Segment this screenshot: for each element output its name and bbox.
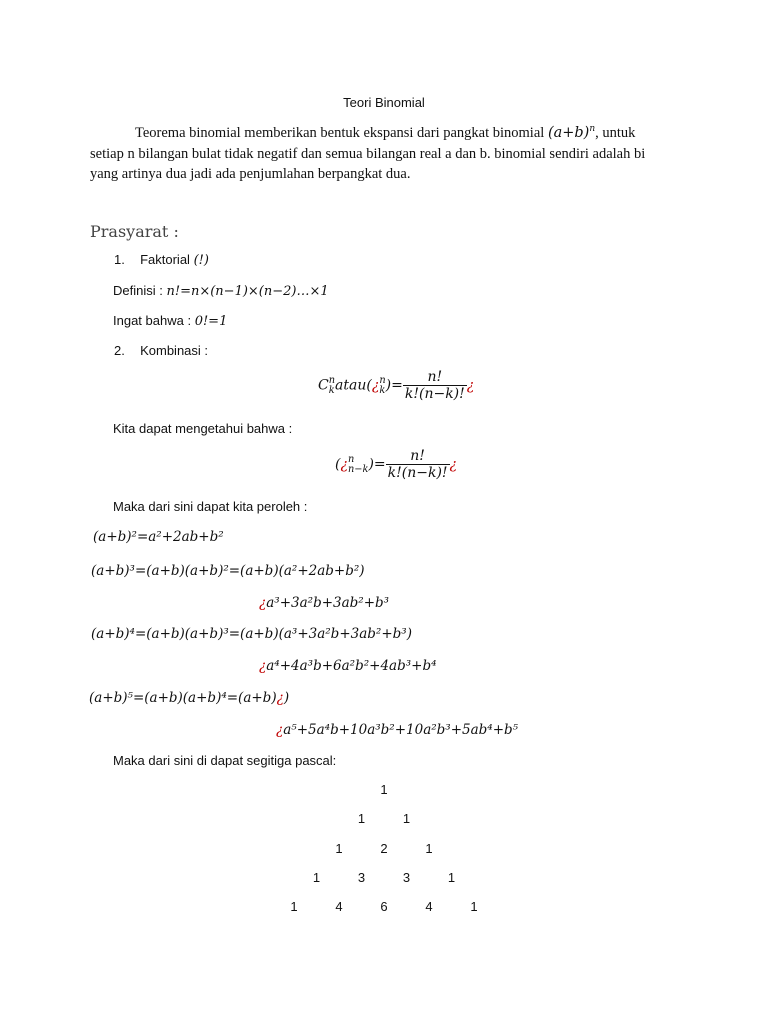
pascal-cell: 1: [312, 870, 321, 885]
pascal-cell: 2: [380, 841, 388, 856]
pascal-cell: 1: [335, 841, 343, 856]
intro-line-3: yang artinya dua jadi ada penjumlahan berpangkat dua.: [90, 166, 411, 182]
pascal-cell: 1: [402, 811, 411, 826]
kombinasi-formula: C n k atau(¿ n k )= $\frac{n!}{k!(n-k)!}$ ¿: [318, 369, 475, 402]
pascal-cell: 4: [425, 899, 433, 914]
list-item-kombinasi: [114, 343, 208, 358]
definisi-formula: n!=n×(n−1)×(n−2)…×1: [166, 284, 329, 299]
intro-lead: Teorema binomial memberikan bentuk ekspansi dari pangkat binomial: [135, 125, 545, 141]
intro-line-2: setiap n bilangan bulat tidak negatif dan semua bilangan real a dan b. binomial sendiri adalah bi: [90, 146, 646, 162]
maka-line-2: Maka dari sini di dapat segitiga pascal:: [113, 753, 337, 768]
factorial-symbol: (!): [193, 253, 209, 268]
list-label: Faktorial: [140, 252, 190, 267]
definisi-label: Definisi :: [113, 283, 163, 298]
maka-line-1: Maka dari sini dapat kita peroleh :: [113, 499, 308, 514]
pascal-row-3: [0, 870, 768, 885]
definisi-line: [113, 283, 329, 299]
expansion-cube-result: ¿a³+3a²b+3ab²+b³: [259, 595, 390, 611]
intro-line-1: [135, 125, 635, 142]
pascal-cell: 3: [402, 870, 411, 885]
kita-line: Kita dapat mengetahui bahwa :: [113, 421, 293, 436]
pascal-row-2: [0, 841, 768, 856]
intro-binomial-expr: $(a+b)^n$: [547, 124, 596, 141]
pascal-cell: 1: [447, 870, 456, 885]
expansion-fourth-result: ¿a⁴+4a³b+6a²b²+4ab³+b⁴: [259, 658, 437, 674]
pascal-row-4: [0, 899, 768, 914]
pascal-row-1: [0, 811, 768, 826]
expansion-square: (a+b)²=a²+2ab+b²: [93, 529, 224, 545]
pascal-cell: 1: [470, 899, 478, 914]
pascal-cell: 1: [425, 841, 433, 856]
expansion-cube-step: (a+b)³=(a+b)(a+b)²=(a+b)(a²+2ab+b²): [91, 563, 365, 579]
pascal-cell: 1: [357, 811, 366, 826]
pascal-cell: 6: [380, 899, 388, 914]
pascal-cell: 1: [380, 782, 388, 797]
section-heading-prasyarat: Prasyarat :: [90, 222, 179, 241]
ingat-line: [113, 313, 227, 329]
pascal-cell: 1: [290, 899, 298, 914]
expansion-fifth-step: (a+b)⁵=(a+b)(a+b)⁴=(a+b)¿): [89, 690, 290, 706]
pascal-row-0: [0, 782, 768, 797]
list-number: 2.: [114, 343, 125, 358]
kombinasi-symmetry-formula: (¿ n n−k )= $\frac{n!}{k!(n-k)!}$ ¿: [335, 448, 458, 481]
ingat-label: Ingat bahwa :: [113, 313, 192, 328]
expansion-fifth-result: ¿a⁵+5a⁴b+10a³b²+10a²b³+5ab⁴+b⁵: [276, 722, 519, 738]
intro-lead-tail: , untuk: [595, 125, 636, 141]
list-item-faktorial: [114, 252, 209, 268]
pascal-cell: 4: [335, 899, 343, 914]
expansion-fourth-step: (a+b)⁴=(a+b)(a+b)³=(a+b)(a³+3a²b+3ab²+b³): [91, 626, 412, 642]
list-number: 1.: [114, 252, 125, 267]
ingat-formula: 0!=1: [194, 314, 228, 329]
list-label: Kombinasi :: [140, 343, 209, 358]
page-title: Teori Binomial: [343, 95, 425, 110]
pascal-cell: 3: [357, 870, 366, 885]
